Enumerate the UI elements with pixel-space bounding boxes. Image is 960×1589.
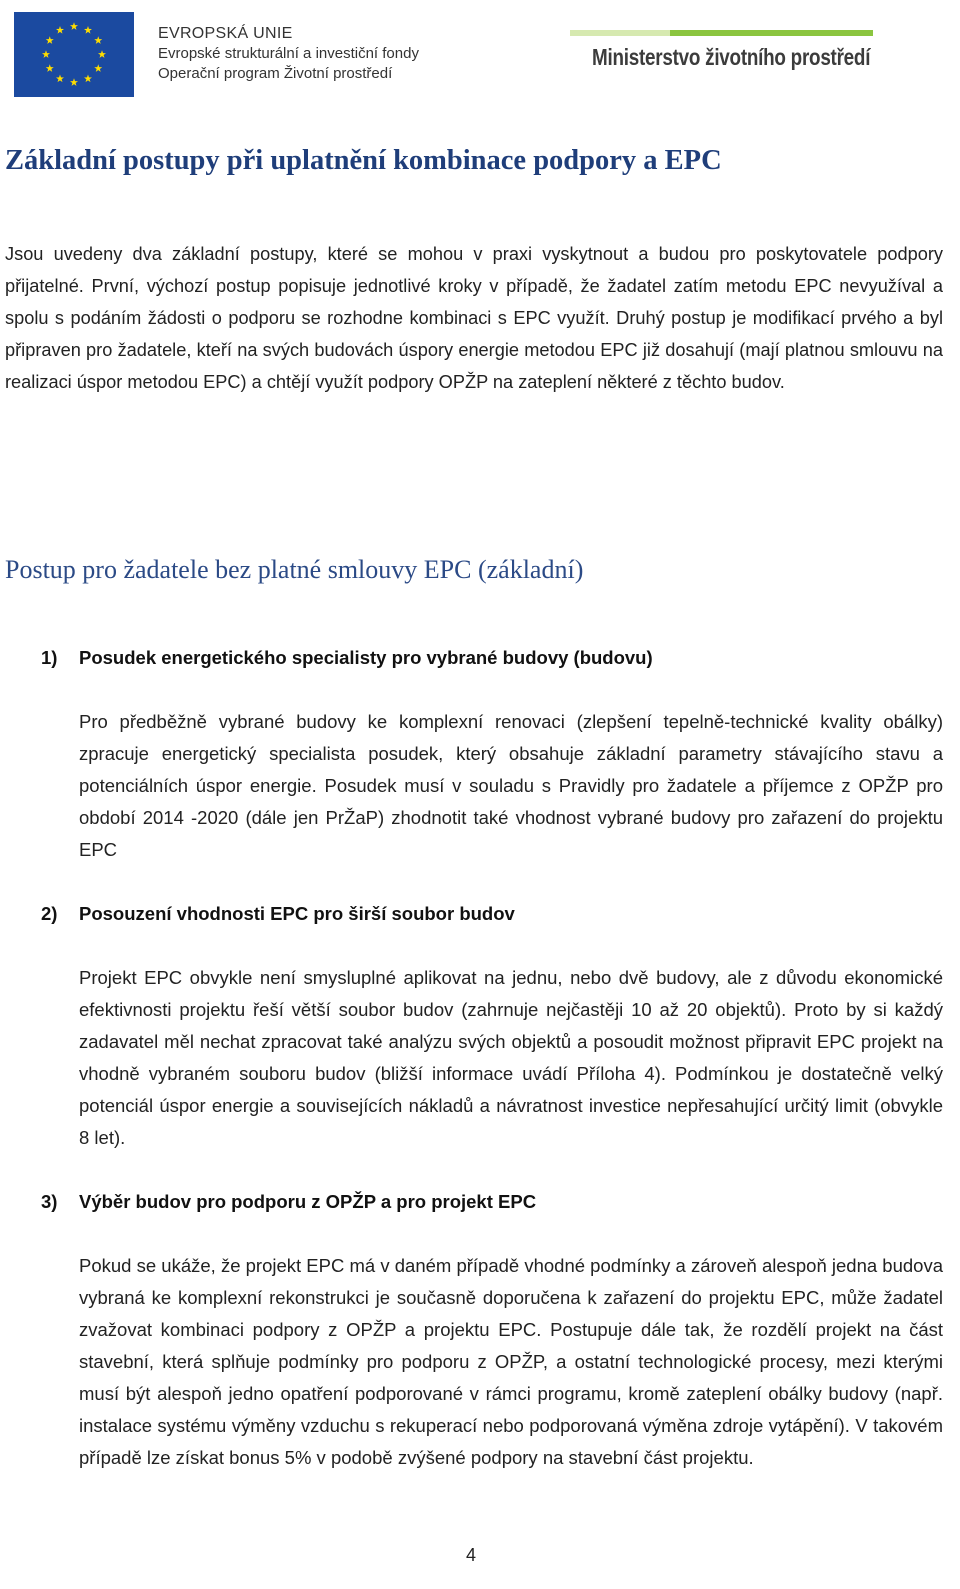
page-title: Základní postupy při uplatnění kombinace podpory a EPC [5,145,722,176]
step-2-heading: Posouzení vhodnosti EPC pro širší soubor budov [79,903,515,924]
ministry-bar-green [670,30,873,36]
ministry-bar-light [570,30,670,36]
step-2-body: Projekt EPC obvykle není smysluplné aplikovat na jednu, nebo dvě budovy, ale z důvodu ekonomické efektivnosti projektu řeší větší soubor budov (zahrnuje nejčastěji 10 až 20 objektů). Proto by si každý zadavatel měl nechat zpracovat také analýzu svých objektů a posoudit možnost připravit EPC projekt na vhodně vybraném souboru budov (bližší informace uvádí Příloha 4). Podmínkou je dostatečně velký potenciál úspor energie a souvisejících nákladů a návratnost investice nepřesahující určitý limit (obvykle 8 let). [79,967,943,1148]
step-2-title [41,903,515,925]
page-header [0,0,960,110]
step-1-title [41,647,653,669]
step-3-heading: Výběr budov pro podporu z OPŽP a pro projekt EPC [79,1191,537,1212]
section-title: Postup pro žadatele bez platné smlouvy EPC (základní) [5,555,584,584]
eu-flag-icon [14,12,134,97]
step-1-body: Pro předběžně vybrané budovy ke komplexní renovaci (zlepšení tepelně-technické kvality obálky) zpracuje energetický specialista posudek, který obsahuje základní parametry stávajícího stavu a potenciálních úspor energie. Posudek musí v souladu s Pravidly pro žadatele a příjemce z OPŽP pro období 2014 -2020 (dále jen PrŽaP) zhodnotit také vhodnost vybrané budovy pro zařazení do projektu EPC [79,711,943,860]
step-3-title [41,1191,536,1213]
step-2-number: 2) [41,903,58,924]
eu-line-2: Evropské strukturální a investiční fondy [158,45,419,62]
step-1-number: 1) [41,647,58,668]
step-3-number: 3) [41,1191,58,1212]
intro-paragraph: Jsou uvedeny dva základní postupy, které se mohou v praxi vyskytnout a budou pro poskytovatele podpory přijatelné. První, výchozí postup popisuje jednotlivé kroky v případě, že žadatel zatím metodu EPC nevyužíval a spolu s podáním žádosti o podporu se rozhodne kombinaci s EPC využít. Druhý postup je modifikací prvého a byl připraven pro žadatele, kteří na svých budovách úspory energie metodou EPC již dosahují (mají platnou smlouvu na realizaci úspor metodou EPC) a chtějí využít podpory OPŽP na zateplení některé z těchto budov. [5,244,943,392]
eu-line-3: Operační program Životní prostředí [158,65,393,82]
step-1-heading: Posudek energetického specialisty pro vybrané budovy (budovu) [79,647,653,668]
step-3-body: Pokud se ukáže, že projekt EPC má v daném případě vhodné podmínky a zároveň alespoň jedna budova vybraná ke komplexní rekonstrukci je současně doporučena k zařazení do projektu EPC, může žadatel zvažovat kombinaci podpory z OPŽP a projektu EPC. Postupuje dále tak, že rozdělí projekt na část stavební, která splňuje podmínky pro podporu z OPŽP, a ostatní technologické procesy, mezi kterými musí být alespoň jedno opatření podporované v rámci programu, kromě zateplení obálky budovy (např. instalace systému výměny vzduchu s rekuperací nebo podporovaná výměna zdroje vytápění). V takovém případě lze získat bonus 5% v podobě zvýšené podpory na stavební část projektu. [79,1255,943,1468]
page-number: 4 [466,1545,477,1565]
eu-logo-text [158,24,419,84]
ministry-logo-text: Ministerstvo životního prostředí [592,44,871,70]
eu-line-1: EVROPSKÁ UNIE [158,25,293,42]
